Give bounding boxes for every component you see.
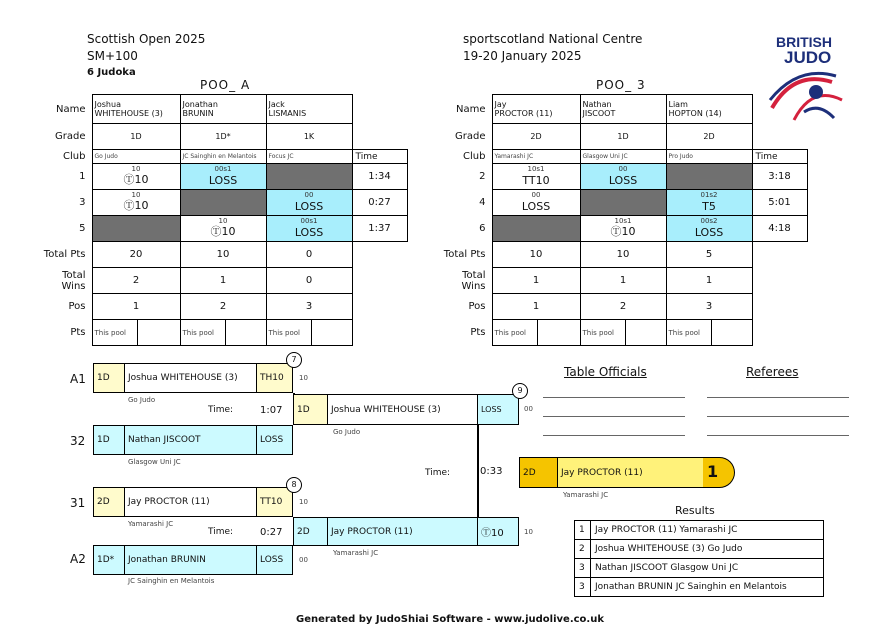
match-cell: 01s2 T5	[666, 190, 752, 216]
match-time: 5:01	[752, 190, 807, 216]
this-pool-cell: This pool	[92, 320, 180, 346]
player-name: Jonathan BRUNIN	[180, 95, 266, 124]
match-cell: 00 LOSS	[266, 190, 352, 216]
final-winner-box: 2D Jay PROCTOR (11)	[519, 457, 705, 488]
bracket-line	[477, 425, 479, 517]
match-number: 4	[479, 197, 486, 208]
grade-label: Grade	[455, 131, 486, 142]
match-number-9: 9	[512, 383, 528, 399]
player-grade: 1D	[580, 124, 666, 150]
match-cell: 10s1 Ⓣ10	[580, 216, 666, 242]
grade-label: Grade	[55, 131, 86, 142]
match-number-7: 7	[286, 352, 302, 368]
signature-line	[707, 416, 849, 417]
british-judo-logo: BRITISH JUDO	[764, 30, 854, 125]
time-label: Time:	[208, 527, 234, 537]
bracket-entry-a1: 1D Joshua WHITEHOUSE (3) TH10	[93, 363, 293, 393]
bracket-entry-b1: 2D Jay PROCTOR (11) TT10	[93, 487, 293, 517]
match-cell: 00s1 LOSS	[180, 164, 266, 190]
bracket-entry-sf1: 1D Joshua WHITEHOUSE (3) LOSS	[293, 394, 519, 425]
total-pts: 0	[266, 242, 352, 268]
match-time: 0:33	[480, 466, 503, 477]
player-club: Go Judo	[92, 150, 180, 164]
match-number-8: 8	[286, 477, 302, 493]
match-time: 0:27	[260, 527, 283, 538]
player-name: Joshua WHITEHOUSE (3)	[92, 95, 180, 124]
total-pts-label: Total Pts	[443, 249, 486, 260]
player-name: Jack LISMANIS	[266, 95, 352, 124]
position: 1	[92, 294, 180, 320]
player-club: JC Sainghin en Melantois	[180, 150, 266, 164]
total-pts-label: Total Pts	[43, 249, 86, 260]
total-wins-label: Total Wins	[61, 269, 86, 292]
player-grade: 1D	[92, 124, 180, 150]
dates: 19-20 January 2025	[463, 49, 582, 63]
score-points: 10	[299, 498, 308, 506]
match-time: 1:34	[352, 164, 407, 190]
match-cell	[666, 164, 752, 190]
match-cell: 10 Ⓣ10	[92, 164, 180, 190]
club-label: Yamarashi JC	[128, 520, 174, 528]
player-grade: 1D*	[180, 124, 266, 150]
match-cell	[180, 190, 266, 216]
player-name: Nathan JISCOOT	[580, 95, 666, 124]
pos-label: Pos	[68, 301, 86, 312]
match-cell: 00 LOSS	[580, 164, 666, 190]
venue: sportscotland National Centre	[463, 32, 643, 46]
total-wins: 1	[666, 268, 752, 294]
position: 2	[580, 294, 666, 320]
total-pts: 10	[580, 242, 666, 268]
position: 3	[666, 294, 752, 320]
player-club: Glasgow Uni JC	[580, 150, 666, 164]
score-points: 10	[299, 374, 308, 382]
results-table	[574, 520, 824, 597]
signature-line	[707, 435, 849, 436]
this-pool-cell: This pool	[266, 320, 352, 346]
player-name: Liam HOPTON (14)	[666, 95, 752, 124]
signature-line	[543, 397, 685, 398]
this-pool-cell: This pool	[666, 320, 752, 346]
match-cell	[492, 216, 580, 242]
footer-text: Generated by JudoShiai Software - www.judolive.co.uk	[296, 614, 604, 625]
signature-line	[543, 435, 685, 436]
player-grade: 2D	[666, 124, 752, 150]
results-row: 3 Nathan JISCOOT Glasgow Uni JC	[575, 559, 824, 578]
club-label: Yamarashi JC	[563, 491, 609, 499]
match-cell: 00 LOSS	[492, 190, 580, 216]
this-pool-cell: This pool	[580, 320, 666, 346]
total-wins: 1	[580, 268, 666, 294]
club-label: Go Judo	[333, 428, 361, 436]
seed-label: 32	[70, 434, 86, 448]
pool-a-title: POO_ A	[200, 78, 251, 92]
score-points: 00	[524, 405, 533, 413]
position: 3	[266, 294, 352, 320]
total-pts: 5	[666, 242, 752, 268]
match-number: 1	[79, 171, 86, 182]
match-cell: 10 Ⓣ10	[92, 190, 180, 216]
match-number: 6	[479, 223, 486, 234]
player-name: Jay PROCTOR (11)	[492, 95, 580, 124]
results-row: 3 Jonathan BRUNIN JC Sainghin en Melantois	[575, 578, 824, 597]
signature-line	[707, 397, 849, 398]
club-label: Yamarashi JC	[333, 549, 379, 557]
table-officials-heading: Table Officials	[564, 365, 647, 379]
match-cell	[580, 190, 666, 216]
pts-label: Pts	[70, 327, 86, 338]
first-place-badge: 1	[703, 457, 735, 488]
club-label: JC Sainghin en Melantois	[128, 577, 215, 585]
player-club: Pro Judo	[666, 150, 752, 164]
bracket-entry-sf2: 2D Jay PROCTOR (11) Ⓣ10	[293, 517, 519, 546]
this-pool-cell: This pool	[180, 320, 266, 346]
total-pts: 10	[492, 242, 580, 268]
seed-label: A2	[70, 552, 86, 566]
match-time: 4:18	[752, 216, 807, 242]
pool-b-title: POO_ 3	[596, 78, 646, 92]
bracket-entry-b2: 1D Nathan JISCOOT LOSS	[93, 425, 293, 455]
total-wins: 2	[92, 268, 180, 294]
match-cell	[266, 164, 352, 190]
this-pool-cell: This pool	[492, 320, 580, 346]
seed-label: 31	[70, 496, 86, 510]
club-label: Glasgow Uni JC	[128, 458, 181, 466]
score-points: 10	[524, 528, 533, 536]
position: 2	[180, 294, 266, 320]
total-wins: 0	[266, 268, 352, 294]
total-wins-label: Total Wins	[461, 269, 486, 292]
match-number: 3	[79, 197, 86, 208]
match-number: 2	[479, 171, 486, 182]
match-number: 5	[79, 223, 86, 234]
time-label: Time:	[208, 405, 234, 415]
results-row: 2 Joshua WHITEHOUSE (3) Go Judo	[575, 540, 824, 559]
pos-label: Pos	[468, 301, 486, 312]
pool-a-table	[35, 94, 408, 346]
match-cell	[92, 216, 180, 242]
time-label: Time:	[425, 468, 451, 478]
club-label: Club	[63, 151, 86, 162]
match-cell: 00s2 LOSS	[666, 216, 752, 242]
pool-b-table	[435, 94, 808, 346]
position: 1	[492, 294, 580, 320]
match-cell: 10s1 TT10	[492, 164, 580, 190]
player-club: Yamarashi JC	[492, 150, 580, 164]
match-time: 3:18	[752, 164, 807, 190]
total-pts: 10	[180, 242, 266, 268]
player-grade: 2D	[492, 124, 580, 150]
time-header: Time	[352, 150, 407, 164]
player-grade: 1K	[266, 124, 352, 150]
bracket-entry-a2: 1D* Jonathan BRUNIN LOSS	[93, 545, 293, 575]
club-label: Go Judo	[128, 396, 156, 404]
name-label: Name	[55, 103, 86, 115]
category: SM+100	[87, 49, 138, 63]
score-points: 00	[299, 556, 308, 564]
match-time: 1:37	[352, 216, 407, 242]
total-wins: 1	[492, 268, 580, 294]
tournament-title: Scottish Open 2025	[87, 32, 206, 46]
match-cell: 10 Ⓣ10	[180, 216, 266, 242]
time-header: Time	[752, 150, 807, 164]
signature-line	[543, 416, 685, 417]
total-pts: 20	[92, 242, 180, 268]
results-row: 1 Jay PROCTOR (11) Yamarashi JC	[575, 521, 824, 540]
results-heading: Results	[675, 504, 715, 517]
club-label: Club	[463, 151, 486, 162]
seed-label: A1	[70, 372, 86, 386]
pts-label: Pts	[470, 327, 486, 338]
referees-heading: Referees	[746, 365, 799, 379]
name-label: Name	[455, 103, 486, 115]
match-time: 1:07	[260, 405, 283, 416]
player-club: Focus JC	[266, 150, 352, 164]
match-time: 0:27	[352, 190, 407, 216]
judoka-count: 6 Judoka	[87, 67, 136, 78]
match-cell: 00s1 LOSS	[266, 216, 352, 242]
total-wins: 1	[180, 268, 266, 294]
